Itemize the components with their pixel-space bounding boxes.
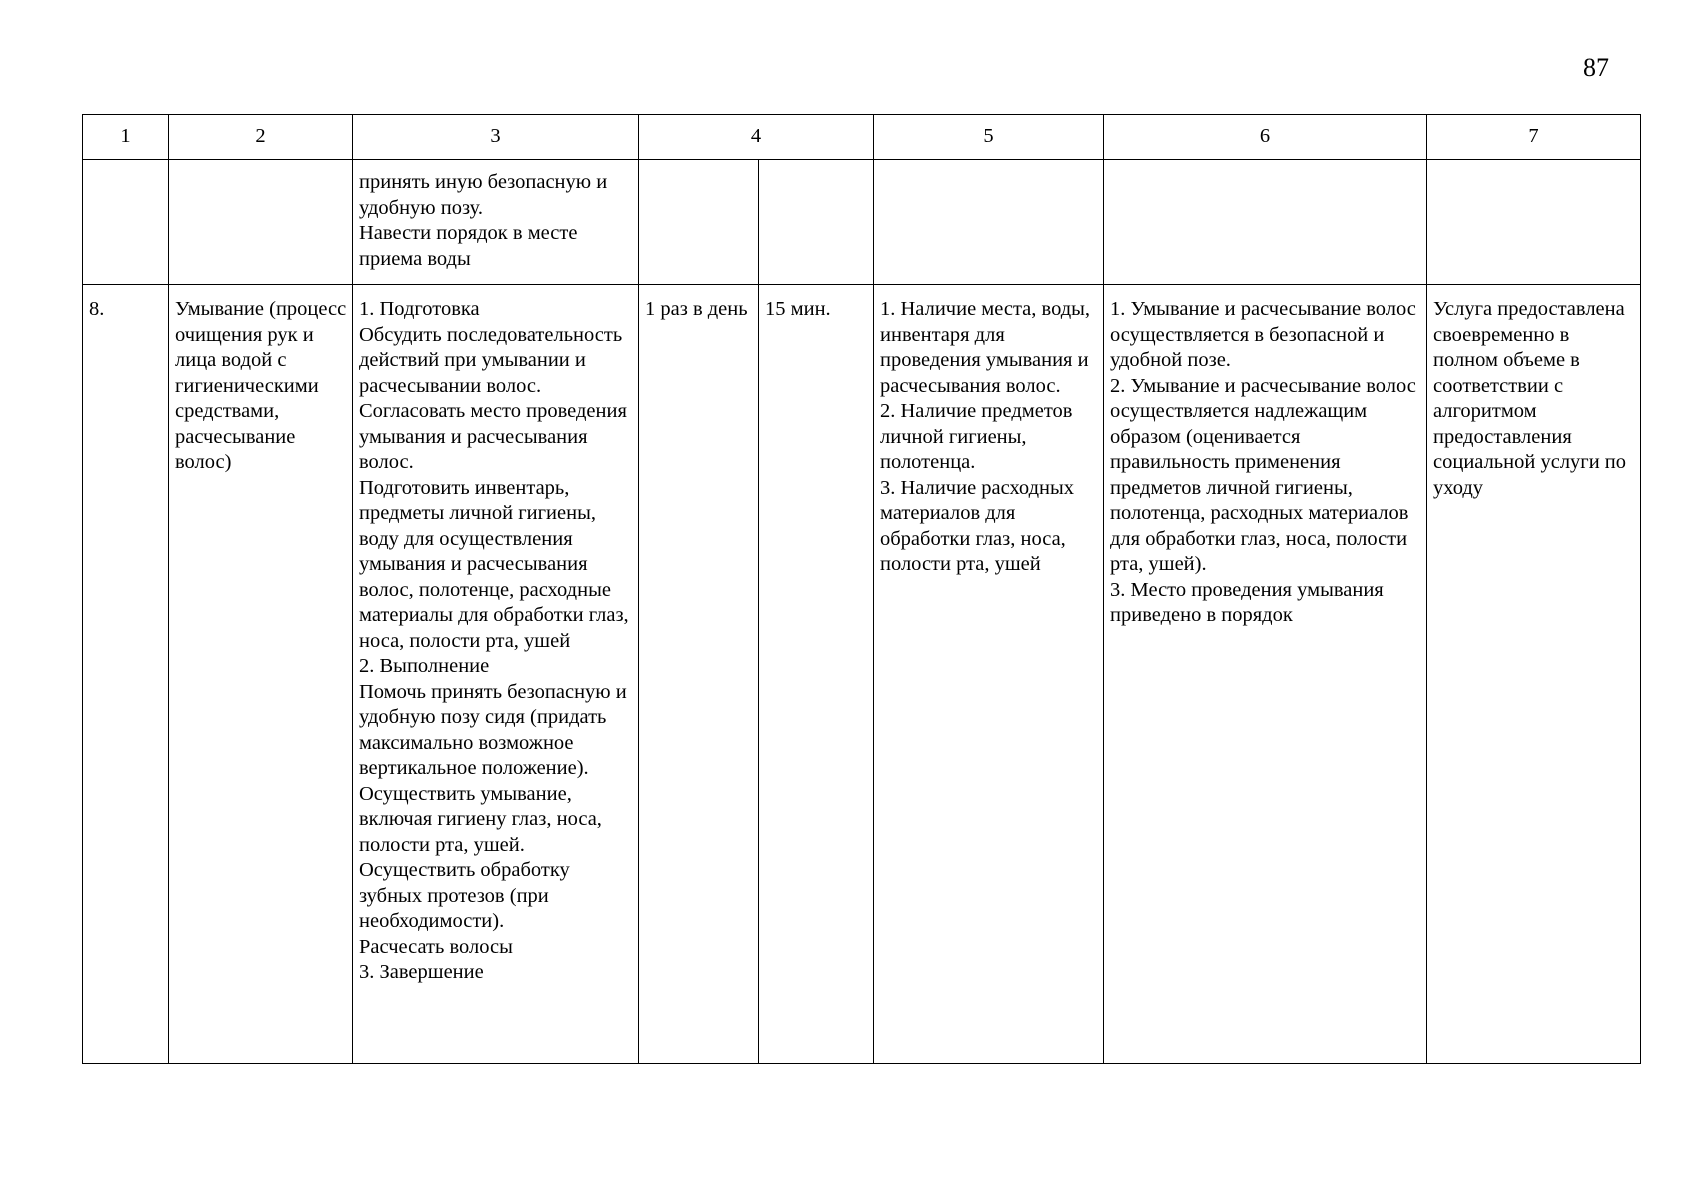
service-frequency: 1 раз в день: [639, 285, 759, 1064]
table-row-8: [83, 285, 1641, 1064]
cont-cell-service: [169, 160, 353, 285]
service-quality: 1. Умывание и расчесывание волос осуществляется в безопасной и удобной позе. 2. Умывание и расчесывание волос осуществляется надлежащим образом (оценивается правильность применения предметов личной гигиены, полотенца, расходных материалов для обработки глаз, носа, полости рта, ушей). 3. Место проведения умывания приведено в порядок: [1104, 285, 1427, 1064]
header-cell-2: 2: [169, 115, 353, 160]
cont-cell-frequency: [639, 160, 759, 285]
cont-cell-conditions: [874, 160, 1104, 285]
service-procedure: 1. Подготовка Обсудить последовательность действий при умывании и расчесывании волос. Согласовать место проведения умывания и расчесывания волос. Подготовить инвентарь, предметы личной гигиены, воду для осуществления умывания и расчесывания волос, полотенце, расходные материалы для обработки глаз, носа, полости рта, ушей 2. Выполнение Помочь принять безопасную и удобную позу сидя (придать максимально возможное вертикальное положение). Осуществить умывание, включая гигиену глаз, носа, полости рта, ушей. Осуществить обработку зубных протезов (при необходимости). Расчесать волосы 3. Завершение: [353, 285, 639, 1064]
table-row-continuation: [83, 160, 1641, 285]
page-number: 87: [1583, 53, 1609, 82]
service-duration: 15 мин.: [759, 285, 874, 1064]
header-cell-1: 1: [83, 115, 169, 160]
cont-cell-procedure: принять иную безопасную и удобную позу. Навести порядок в месте приема воды: [353, 160, 639, 285]
header-cell-7: 7: [1427, 115, 1641, 160]
cont-cell-number: [83, 160, 169, 285]
service-name: Умывание (процесс очищения рук и лица водой с гигиеническими средствами, расчесывание волос): [169, 285, 353, 1064]
cont-cell-result: [1427, 160, 1641, 285]
services-table: [82, 114, 1641, 1064]
cont-cell-quality: [1104, 160, 1427, 285]
service-conditions: 1. Наличие места, воды, инвентаря для проведения умывания и расчесывания волос. 2. Наличие предметов личной гигиены, полотенца. 3. Наличие расходных материалов для обработки глаз, носа, полости рта, ушей: [874, 285, 1104, 1064]
service-result: Услуга предоставлена своевременно в полном объеме в соответствии с алгоритмом предоставления социальной услуги по уходу: [1427, 285, 1641, 1064]
header-cell-3: 3: [353, 115, 639, 160]
header-cell-5: 5: [874, 115, 1104, 160]
header-cell-6: 6: [1104, 115, 1427, 160]
cont-cell-duration: [759, 160, 874, 285]
row-number: 8.: [83, 285, 169, 1064]
header-cell-4: 4: [639, 115, 874, 160]
table-header-row: [83, 115, 1641, 160]
